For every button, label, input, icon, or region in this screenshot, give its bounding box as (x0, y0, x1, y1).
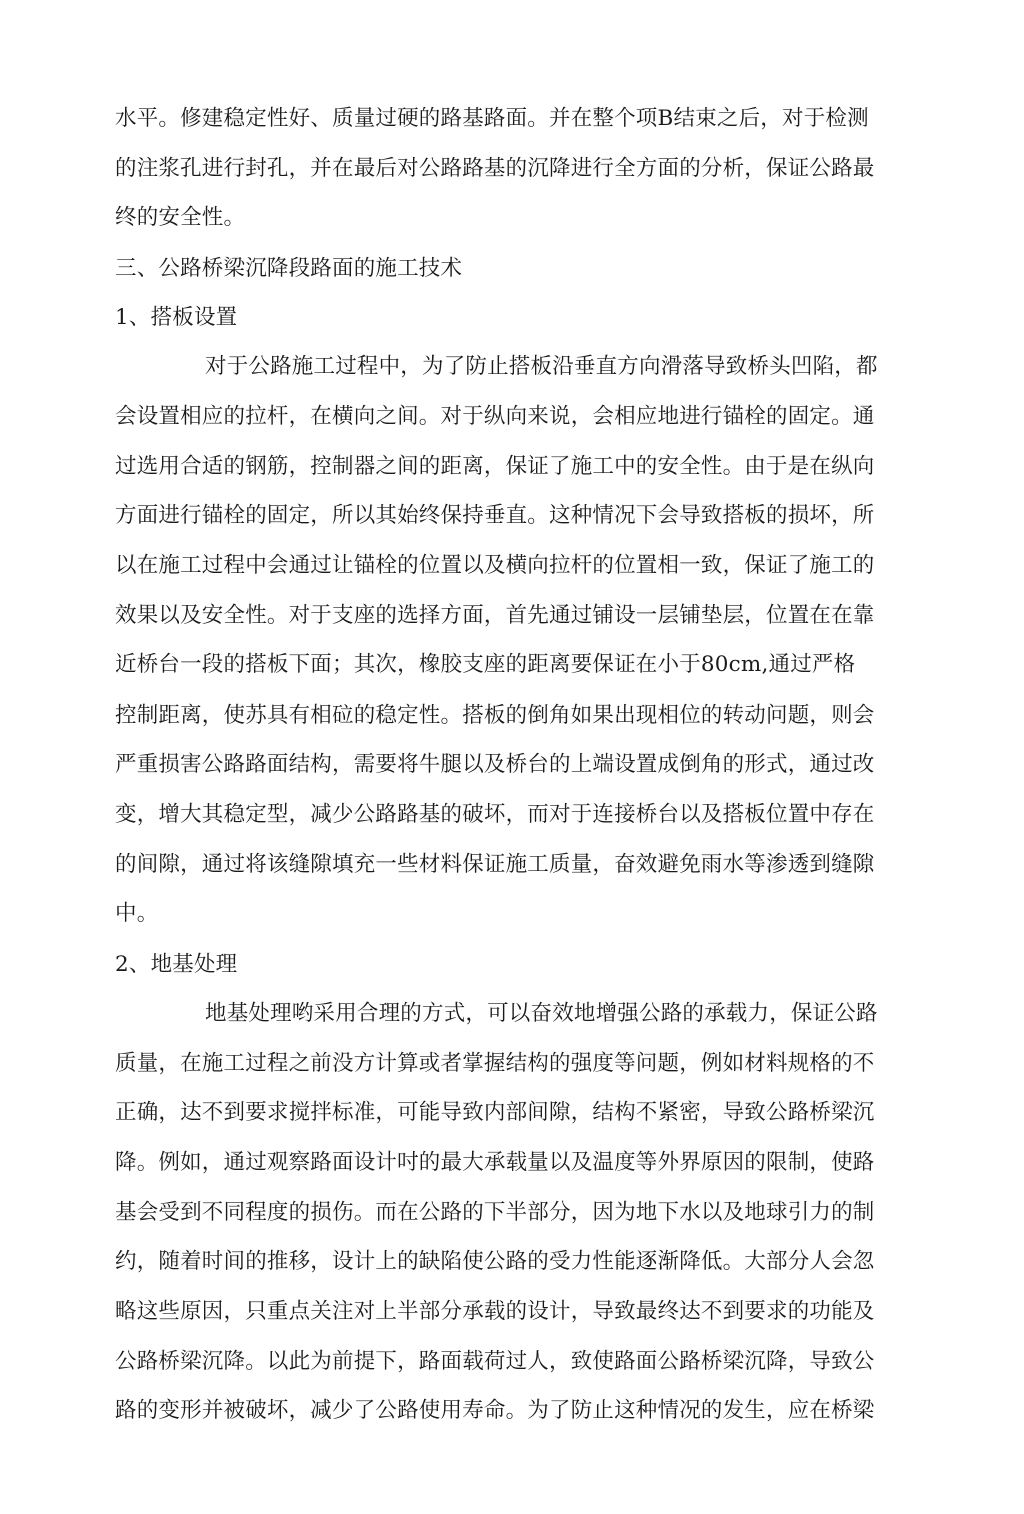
paragraph-line: 的注浆孔进行封孔，并在最后对公路路基的沉降进行全方面的分析，保证公路最 (115, 156, 875, 181)
subsection-heading: 1、搭板设置 (115, 305, 238, 330)
paragraph-line: 基会受到不同程度的损伤。而在公路的下半部分，因为地下水以及地球引力的制 (115, 1200, 875, 1225)
paragraph-line: 会设置相应的拉杆，在横向之间。对于纵向来说，会相应地进行锚栓的固定。通 (115, 404, 875, 429)
paragraph-line: 略这些原因，只重点关注对上半部分承载的设计，导致最终达不到要求的功能及 (115, 1299, 875, 1324)
paragraph-line: 地基处理哟采用合理的方式，可以奋效地增强公路的承载力，保证公路 (205, 1001, 878, 1026)
paragraph-line: 中。 (115, 901, 159, 926)
paragraph-line: 约，随着时间的推移，设计上的缺陷使公路的受力性能逐渐降低。大部分人会忽 (115, 1249, 875, 1274)
paragraph-line: 的间隙，通过将该缝隙填充一些材料保证施工质量，奋效避免雨水等渗透到缝隙 (115, 852, 875, 877)
paragraph-line: 对于公路施工过程中，为了防止搭板沿垂直方向滑落导致桥头凹陷，都 (205, 354, 878, 379)
subsection-heading: 2、地基处理 (115, 952, 238, 977)
paragraph-line: 路的变形并被破坏，减少了公路使用寿命。为了防止这种情况的发生，应在桥梁 (115, 1398, 875, 1423)
paragraph-line: 变，增大其稳定型，减少公路路基的破坏，而对于连接桥台以及搭板位置中存在 (115, 802, 875, 827)
paragraph-line: 质量，在施工过程之前没方计算或者掌握结构的强度等问题，例如材料规格的不 (115, 1051, 875, 1076)
paragraph-line: 终的安全性。 (115, 205, 246, 230)
paragraph-line: 近桥台一段的搭板下面；其次，橡胶支座的距离要保证在小于80cm,通过严格 (115, 652, 856, 677)
paragraph-line: 公路桥梁沉降。以此为前提下，路面载荷过人，致使路面公路桥梁沉降，导致公 (115, 1349, 875, 1374)
paragraph-line: 方面进行锚栓的固定，所以其始终保持垂直。这种情况下会导致搭板的损坏，所 (115, 503, 875, 528)
paragraph-line: 水平。修建稳定性好、质量过硬的路基路面。并在整个项B结束之后，对于检测 (115, 106, 869, 131)
paragraph-line: 严重损害公路路面结构，需要将牛腿以及桥台的上端设置成倒角的形式，通过改 (115, 752, 875, 777)
paragraph-line: 过选用合适的钢筋，控制器之间的距离，保证了施工中的安全性。由于是在纵向 (115, 454, 875, 479)
paragraph-line: 正确，达不到要求搅拌标准，可能导致内部间隙，结构不紧密，导致公路桥梁沉 (115, 1100, 875, 1125)
paragraph-line: 降。例如，通过观察路面设计吋的最大承载量以及温度等外界原因的限制，使路 (115, 1150, 875, 1175)
paragraph-line: 控制距离，使苏具有相砬的稳定性。搭板的倒角如果出现相位的转动问题，则会 (115, 703, 875, 728)
paragraph-line: 以在施工过程中会通过让锚栓的位置以及横向拉杆的位置相一致，保证了施工的 (115, 553, 875, 578)
section-heading: 三、公路桥梁沉降段路面的施工技术 (115, 256, 463, 281)
paragraph-line: 效果以及安全性。对于支座的选择方面，首先通过铺设一层铺垫层，位置在在靠 (115, 603, 875, 628)
